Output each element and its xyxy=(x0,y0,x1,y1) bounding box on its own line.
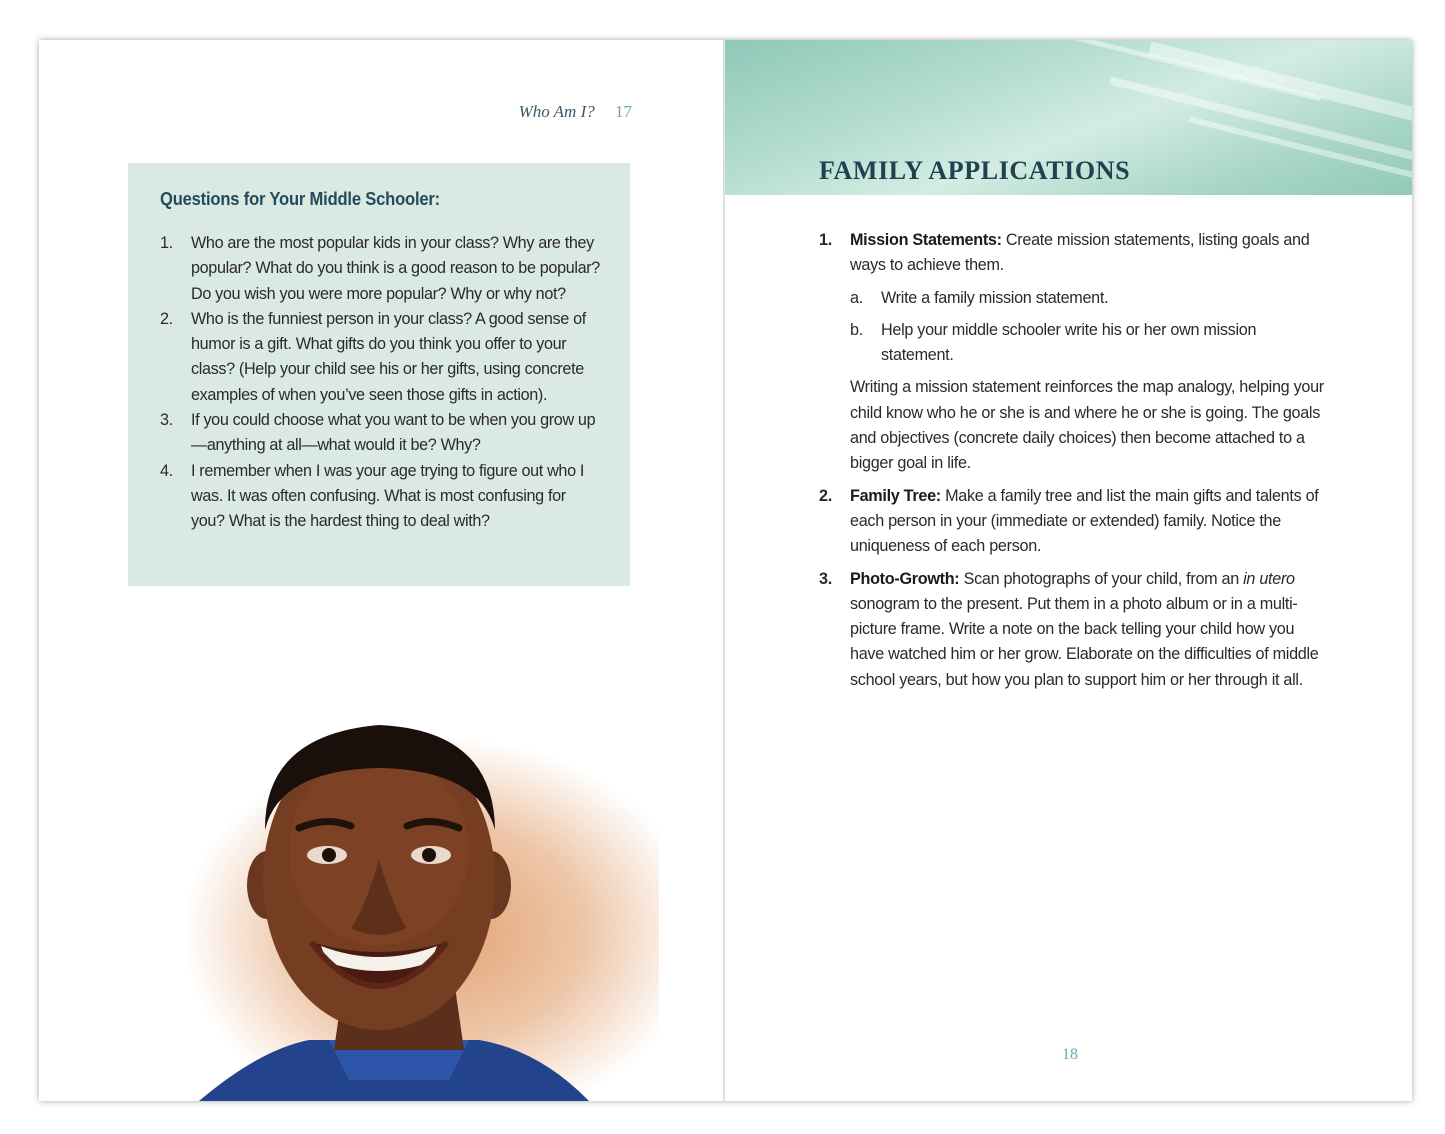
application-item xyxy=(819,484,1329,560)
item-term: Photo-Growth: xyxy=(850,569,960,588)
question-text: Who is the funniest person in your class? A good sense of humor is a gift. What gifts do you think you offer to your class? (Help your child see his or her gifts, using concrete examples of when you’ve seen those gifts in action). xyxy=(191,309,586,404)
application-item xyxy=(819,228,1329,477)
item-term: Family Tree: xyxy=(850,486,941,505)
item-number: 3. xyxy=(819,569,832,588)
right-page xyxy=(725,40,1412,1101)
questions-box xyxy=(128,163,630,586)
application-item xyxy=(819,567,1329,693)
question-text: I remember when I was your age trying to figure out who I was. It was often confusing. What is most confusing for you? What is the hardest thing to deal with? xyxy=(191,461,585,531)
sub-item xyxy=(819,318,1329,369)
item-text-continued: sonogram to the present. Put them in a photo album or in a multi-picture frame. Write a note on the back telling your child how you have watched him or her grow. Elaborate on the difficulties of middle school years, but how you plan to support him or her through it all. xyxy=(850,594,1319,689)
running-head-title: Who Am I? xyxy=(518,102,595,121)
smiling-teen-photo xyxy=(139,680,659,1101)
item-text: Create mission statements, listing goals and ways to achieve them. xyxy=(850,231,1310,275)
sub-item xyxy=(819,286,1329,311)
item-term: Mission Statements: xyxy=(850,231,1002,249)
question-number: 1. xyxy=(160,234,173,252)
question-text: Who are the most popular kids in your class? Why are they popular? What do you think is a good reason to be popular? Do you wish you were more popular? Why or why not? xyxy=(191,234,600,303)
questions-list xyxy=(160,231,600,535)
sub-list xyxy=(819,286,1329,369)
family-applications-list xyxy=(819,228,1329,700)
question-number: 3. xyxy=(160,411,173,430)
question-item xyxy=(160,231,600,307)
sub-item-text: Help your middle schooler write his or her own mission statement. xyxy=(881,320,1257,365)
question-number: 4. xyxy=(160,461,173,480)
question-text: If you could choose what you want to be when you grow up—anything at all—what would it be? Why? xyxy=(191,411,596,455)
questions-box-title: Questions for Your Middle Schooler: xyxy=(160,189,441,209)
right-page-number: 18 xyxy=(1062,1046,1078,1063)
followup-paragraph: Writing a mission statement reinforces the map analogy, helping your child know who he or she is and where he or she is going. The goals and objectives (concrete daily choices) then become attached to a bigger goal in life. xyxy=(850,378,1324,473)
item-text: Make a family tree and list the main gifts and talents of each person in your (immediate or extended) family. Notice the uniqueness of each person. xyxy=(850,486,1319,556)
left-page xyxy=(39,40,723,1101)
question-number: 2. xyxy=(160,309,173,328)
question-item xyxy=(160,307,600,408)
item-number: 1. xyxy=(819,231,832,249)
book-spread xyxy=(39,40,1412,1101)
sub-item-letter: a. xyxy=(850,288,863,307)
sub-item-letter: b. xyxy=(850,320,863,339)
item-number: 2. xyxy=(819,486,832,505)
item-text: Scan photographs of your child, from an xyxy=(959,569,1244,588)
section-title: FAMILY APPLICATIONS xyxy=(819,156,1131,185)
item-italic-text: in utero xyxy=(1243,569,1295,588)
question-item xyxy=(160,459,600,535)
question-item xyxy=(160,408,600,459)
sub-item-text: Write a family mission statement. xyxy=(881,288,1109,307)
running-head xyxy=(519,102,632,122)
left-page-number: 17 xyxy=(615,102,632,121)
